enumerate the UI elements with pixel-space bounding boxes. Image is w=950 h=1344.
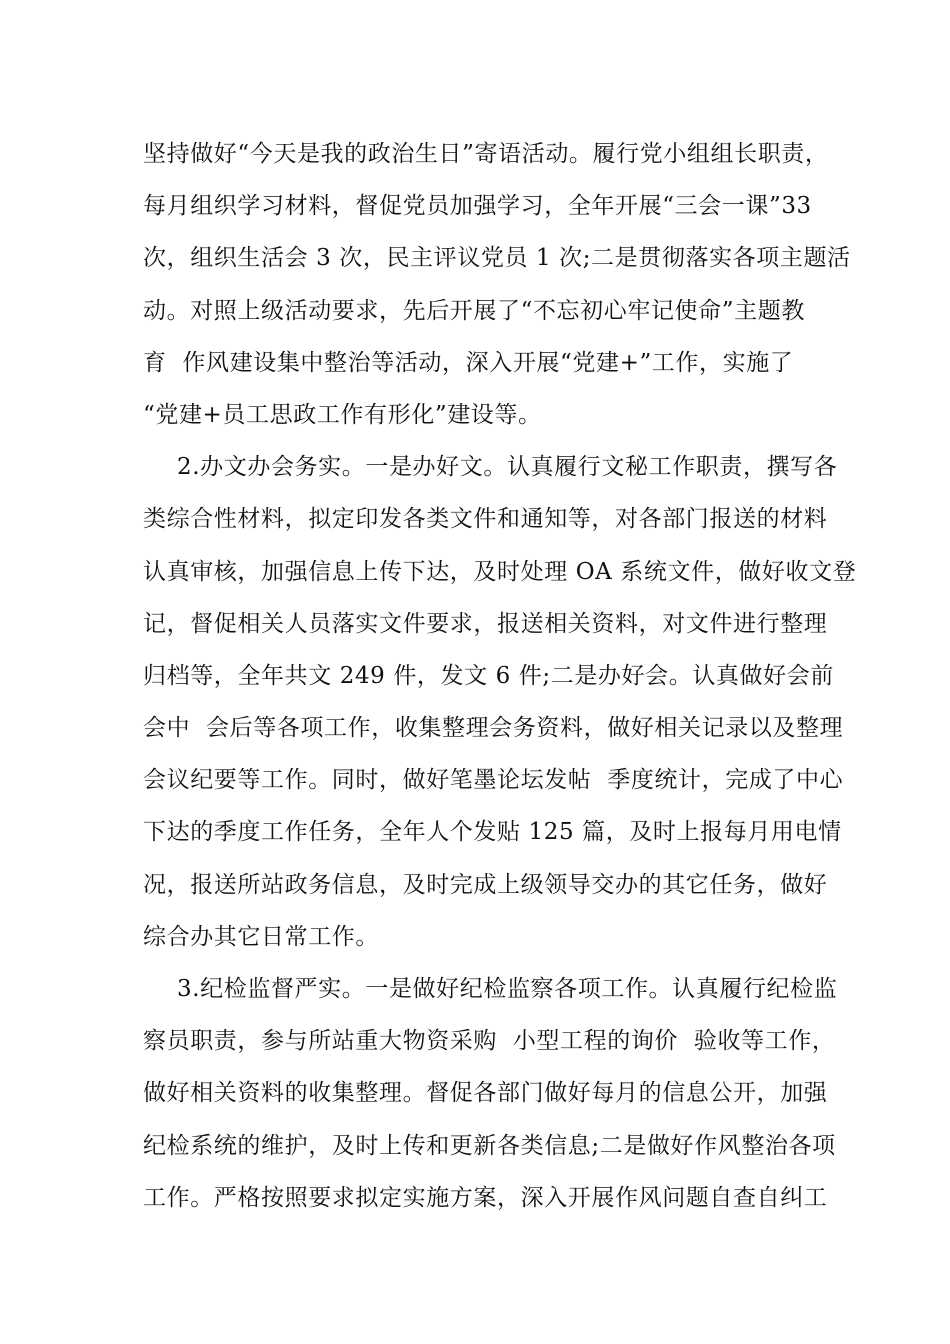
text-line: 记，督促相关人员落实文件要求，报送相关资料，对文件进行整理 [143,610,828,637]
text-line: 每月组织学习材料，督促党员加强学习，全年开展“三会一课”33 [143,193,812,220]
text-line: 归档等，全年共文 249 件，发文 6 件;二是办好会。认真做好会前 [143,662,834,689]
text-line: 做好相关资料的收集整理。督促各部门做好每月的信息公开，加强 [143,1080,828,1107]
document-body [143,128,857,1224]
text-line: 会中 会后等各项工作，收集整理会务资料，做好相关记录以及整理 [143,715,844,742]
text-line: 下达的季度工作任务，全年人个发贴 125 篇，及时上报每月用电情 [143,819,842,846]
text-line: 2.办文办会务实。一是办好文。认真履行文秘工作职责，撰写各 [177,454,838,481]
text-line: “党建+员工思政工作有形化”建设等。 [143,401,542,428]
text-line: 况，报送所站政务信息，及时完成上级领导交办的其它任务，做好 [143,871,828,898]
text-line: 动。对照上级活动要求，先后开展了“不忘初心牢记使命”主题教 [143,297,805,324]
text-line: 育 作风建设集中整治等活动，深入开展“党建+”工作，实施了 [143,349,794,376]
text-line: 次，组织生活会 3 次，民主评议党员 1 次;二是贯彻落实各项主题活 [143,245,851,272]
text-line: 察员职责，参与所站重大物资采购 小型工程的询价 验收等工作， [143,1028,836,1055]
text-line: 3.纪检监督严实。一是做好纪检监察各项工作。认真履行纪检监 [177,976,838,1002]
text-line: 认真审核，加强信息上传下达，及时处理 OA 系统文件，做好收文登 [143,558,857,585]
text-line: 综合办其它日常工作。 [143,923,379,950]
text-line: 会议纪要等工作。同时，做好笔墨论坛发帖 季度统计，完成了中心 [143,767,844,794]
text-line: 坚持做好“今天是我的政治生日”寄语活动。履行党小组组长职责， [143,141,829,167]
text-line: 类综合性材料，拟定印发各类文件和通知等，对各部门报送的材料 [143,506,828,533]
text-line: 纪检系统的维护，及时上传和更新各类信息;二是做好作风整治各项 [143,1132,836,1159]
text-line: 工作。严格按照要求拟定实施方案，深入开展作风问题自查自纠工 [143,1184,828,1211]
